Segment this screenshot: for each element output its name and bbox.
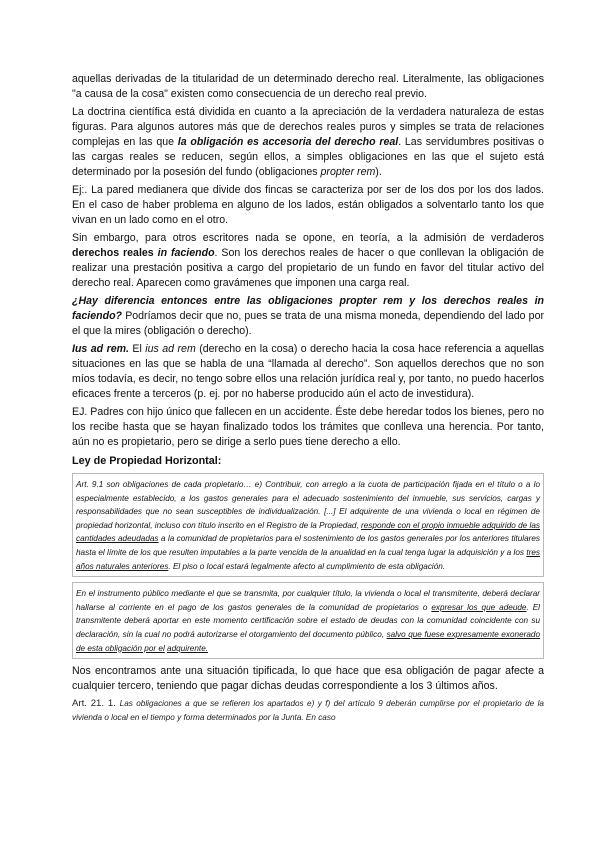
propter-rem-term: propter rem — [320, 166, 376, 178]
art9-underline-2: tres — [526, 547, 540, 557]
faciendo-text-a: Sin embargo, para otros escritores nada se opone, en teoría, a la admisión de verdaderos — [72, 232, 544, 244]
paragraph-intro: aquellas derivadas de la titularidad de un determinado derecho real. Literalmente, las obligaciones "a causa de la cosa" existen como consecuencia de un derecho real previo. — [72, 73, 544, 100]
ius-text-b: El — [128, 343, 146, 355]
paragraph-ius-ad-rem — [72, 342, 544, 402]
paragraph-question — [72, 294, 544, 339]
transm-text-a: En el instrumento público mediante el que se transmita, por cualquier título, la vivienda o local el transmitente, deberá declarar hallarse al corriente en el pago de los gastos generales de la comunidad de propietarios o — [76, 589, 540, 612]
transm-underline-1: expresar los que adeude — [431, 602, 527, 612]
art9-underline-3: años naturales anteriores — [76, 561, 169, 571]
doctrina-text-c: . Las servidumbres positivas o las cargas reales se reducen, según ellos, a simples obligaciones en las que el sujeto está determinado por la posesión del fundo (obligaciones — [72, 136, 544, 178]
art9-text-c: a la comunidad de propietarios para el sostenimiento de los gastos generales por los anteriores titulares hasta el límite de los que resulten imputables a la parte vencida de la anualidad en la cual tenga lugar la adquisición y a los — [76, 534, 540, 557]
paragraph-doctrina — [72, 105, 544, 180]
law-quote-box — [72, 473, 544, 577]
transm-text-c: . El transmitente deberá aportar en este momento certificación sobre el estado de deudas con la comunidad coincidente con su declaración, sin la cual no podrá autorizarse el otorgamiento del documento público, — [76, 602, 540, 639]
ius-text-d: (derecho en la cosa) o derecho hacia la cosa hace referencia a aquellas situaciones en las que se habla de una “llamada al derecho”. Son aquellos derechos que no son míos todavía, es decir, no tengo sobre ellos una relación jurídica real y, por tanto, no puedo hacerlos eficaces frente a terceros (p. ej. por no haberse producido aún el acto de investidura). — [72, 343, 544, 400]
ius-ad-rem-term: ius ad rem — [145, 343, 196, 355]
paragraph-example-pared: Ej:. La pared medianera que divide dos fincas se caracteriza por ser de los dos por los dos lados. En el caso de haber problema en alguno de los lados, están obligados a solventarlo tanto los que vivan en un lado como en el otro. — [72, 184, 544, 226]
doctrina-text-a: La doctrina científica está dividida en cuanto a la apreciación de la verdadera naturaleza de estas figuras. Para algunos autores más que de derechos reales puros y simples se trata de relaciones complejas en las que — [72, 106, 544, 148]
law-quote-art9 — [76, 478, 540, 573]
paragraph-conclusion: Nos encontramos ante una situación tipificada, lo que hace que esa obligación de pagar afecte a cualquier tercero, teniendo que pagar dichas deudas correspondiente a los 3 últimos años. — [72, 665, 544, 693]
ius-ad-rem-heading: Ius ad rem. — [72, 343, 129, 355]
paragraph-example-herencia: EJ. Padres con hijo único que fallecen en un accidente. Éste debe heredar todos los bienes, pero no los recibe hasta que se hayan finalizado todos los trámites que conlleva una herencia. Por tanto, aún no es propietario, pero se dirige a serlo pues tiene derecho a ello. — [72, 406, 544, 448]
question-answer: Podríamos decir que no, pues se trata de una misma moneda, dependiendo del lado por el que la mires (obligación o derecho). — [72, 310, 544, 337]
transm-underline-2: salvo que fuese expresamente exonerado de esta obligación por el — [76, 629, 541, 653]
law-quote-art21 — [72, 697, 544, 724]
transm-underline-3: adquirente. — [167, 643, 209, 653]
art9-underline-1: responde con el propio inmueble adquirido de las cantidades adeudadas — [76, 520, 540, 544]
doctrina-emphasis: la obligación es accesoria del derecho real — [177, 136, 399, 148]
law-quote-transmision — [76, 587, 540, 655]
derechos-reales-term: derechos reales — [72, 247, 158, 259]
in-faciendo-term: in faciendo — [157, 247, 215, 259]
art21-label: Art. 21. 1. — [72, 698, 120, 710]
law-quote-box-2 — [72, 582, 544, 659]
art9-text-a: Art. 9.1 son obligaciones de cada propietario… e) Contribuir, con arreglo a la cuota de participación fijada en el título o a lo especialmente establecido, a los gastos generales para el adecuado sostenimiento del inmueble, sus servicios, cargas y responsabilidades que no sean susceptibles de individualización. [...] El adquirente de una vivienda o local en régimen de propiedad horizontal, incluso con título inscrito en el Registro de la Propiedad, — [76, 480, 540, 530]
section-heading: Ley de Propiedad Horizontal: — [72, 455, 222, 467]
page-content — [72, 72, 544, 724]
doctrina-text-e: ). — [375, 166, 382, 178]
paragraph-in-faciendo — [72, 231, 544, 291]
art9-text-g: . El piso o local estará legalmente afecto al cumplimiento de esta obligación. — [168, 561, 446, 571]
faciendo-text-d: . Son los derechos reales de hacer o que conllevan la obligación de realizar una prestación positiva a cargo del propietario de un fundo en favor del titular activo del derecho real. Aparecen como gravámenes que imponen una carga real. — [72, 247, 544, 289]
question-text: ¿Hay diferencia entonces entre las obligaciones propter rem y los derechos reales in faciendo? — [72, 295, 544, 322]
art21-text: Las obligaciones a que se refieren los apartados e) y f) del artículo 9 deberán cumplirse por el propietario de la vivienda o local en el tiempo y forma determinados por la Junta. En caso — [72, 699, 544, 722]
